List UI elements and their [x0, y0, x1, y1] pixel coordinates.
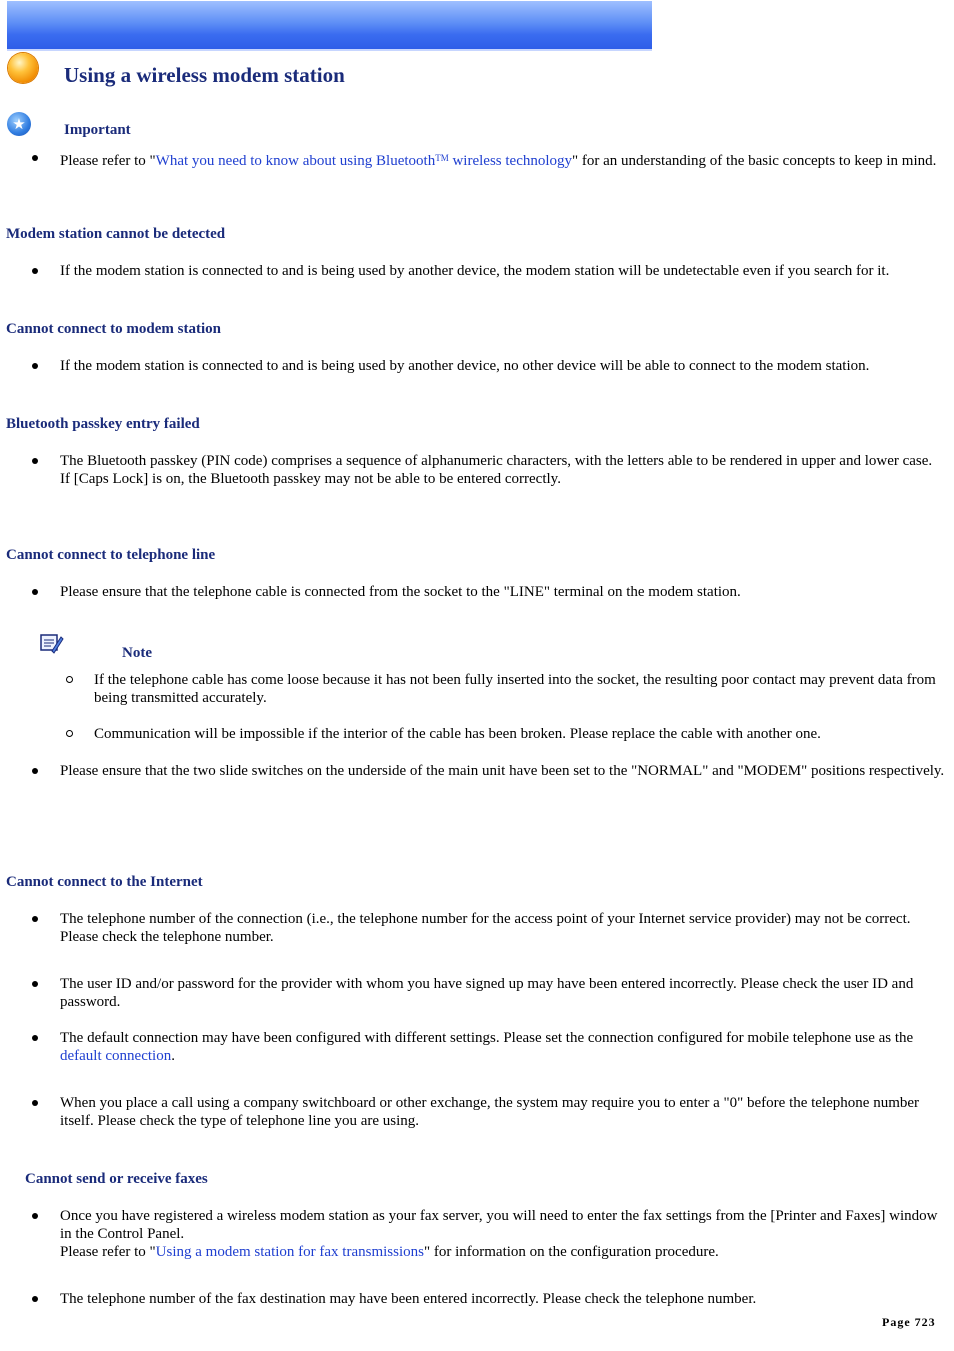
list-item: The telephone number of the connection (i.e., the telephone number for the access point of your Internet service provider) may not be correct. Please check the telephone number. [60, 910, 948, 946]
important-label: Important [64, 122, 131, 138]
default-connection-link[interactable]: default connection [60, 1048, 172, 1064]
list-item: Please ensure that the telephone cable is connected from the socket to the "LINE" terminal on the modem station. [60, 583, 948, 601]
note-item: Communication will be impossible if the interior of the cable has been broken. Please replace the cable with another one. [94, 725, 946, 743]
bluetooth-info-link[interactable]: What you need to know about using Bluetooth™ wireless technology [155, 153, 573, 169]
section-heading-passkey-failed: Bluetooth passkey entry failed [6, 416, 200, 432]
page-title: Using a wireless modem station [64, 63, 345, 87]
important-bullet: Please refer to "What you need to know about using Bluetooth™ wireless technology" for an understanding of the basic concepts to keep in mind. [60, 149, 948, 170]
fax-transmissions-link[interactable]: Using a modem station for fax transmissions [155, 1244, 424, 1260]
header-banner [7, 1, 652, 49]
list-item: The user ID and/or password for the provider with whom you have signed up may have been entered incorrectly. Please check the user ID and password. [60, 975, 948, 1011]
list-item: The telephone number of the fax destination may have been entered incorrectly. Please check the telephone number. [60, 1290, 948, 1308]
section-heading-telephone-line: Cannot connect to telephone line [6, 547, 216, 563]
page-number: Page 723 [882, 1315, 936, 1329]
star-icon: ★ [7, 112, 31, 136]
list-item: If the modem station is connected to and is being used by another device, the modem station will be undetectable even if you search for it. [60, 262, 948, 280]
list-item: Please ensure that the two slide switches on the underside of the main unit have been set to the "NORMAL" and "MODEM" positions respectively. [60, 762, 948, 780]
orange-ball-icon [8, 53, 38, 83]
header-banner-divider [7, 49, 652, 51]
list-item: If the modem station is connected to and is being used by another device, no other device will be able to connect to the modem station. [60, 357, 948, 375]
section-heading-internet: Cannot connect to the Internet [6, 874, 203, 890]
section-heading-cannot-connect-modem: Cannot connect to modem station [6, 321, 221, 337]
list-item: The default connection may have been configured with different settings. Please set the connection configured for mobile telephone use as the default connection. [60, 1029, 948, 1065]
section-heading-faxes: Cannot send or receive faxes [25, 1171, 208, 1187]
note-item: If the telephone cable has come loose because it has not been fully inserted into the socket, the resulting poor contact may prevent data from being transmitted accurately. [94, 671, 946, 707]
list-item: When you place a call using a company switchboard or other exchange, the system may require you to enter a "0" before the telephone number itself. Please check the type of telephone line you are using. [60, 1094, 948, 1130]
note-label: Note [122, 645, 152, 661]
note-icon [38, 631, 64, 655]
list-item: The Bluetooth passkey (PIN code) comprises a sequence of alphanumeric characters, with the letters able to be rendered in upper and lower case. If [Caps Lock] is on, the Bluetooth passkey may not be able to be entered correctly. [60, 452, 948, 488]
list-item: Once you have registered a wireless modem station as your fax server, you will need to enter the fax settings from the [Printer and Faxes] window in the Control Panel. Please refer to "Using a modem station for fax transmissions" for information on the configuration procedure. [60, 1207, 948, 1261]
section-heading-modem-not-detected: Modem station cannot be detected [6, 226, 226, 242]
